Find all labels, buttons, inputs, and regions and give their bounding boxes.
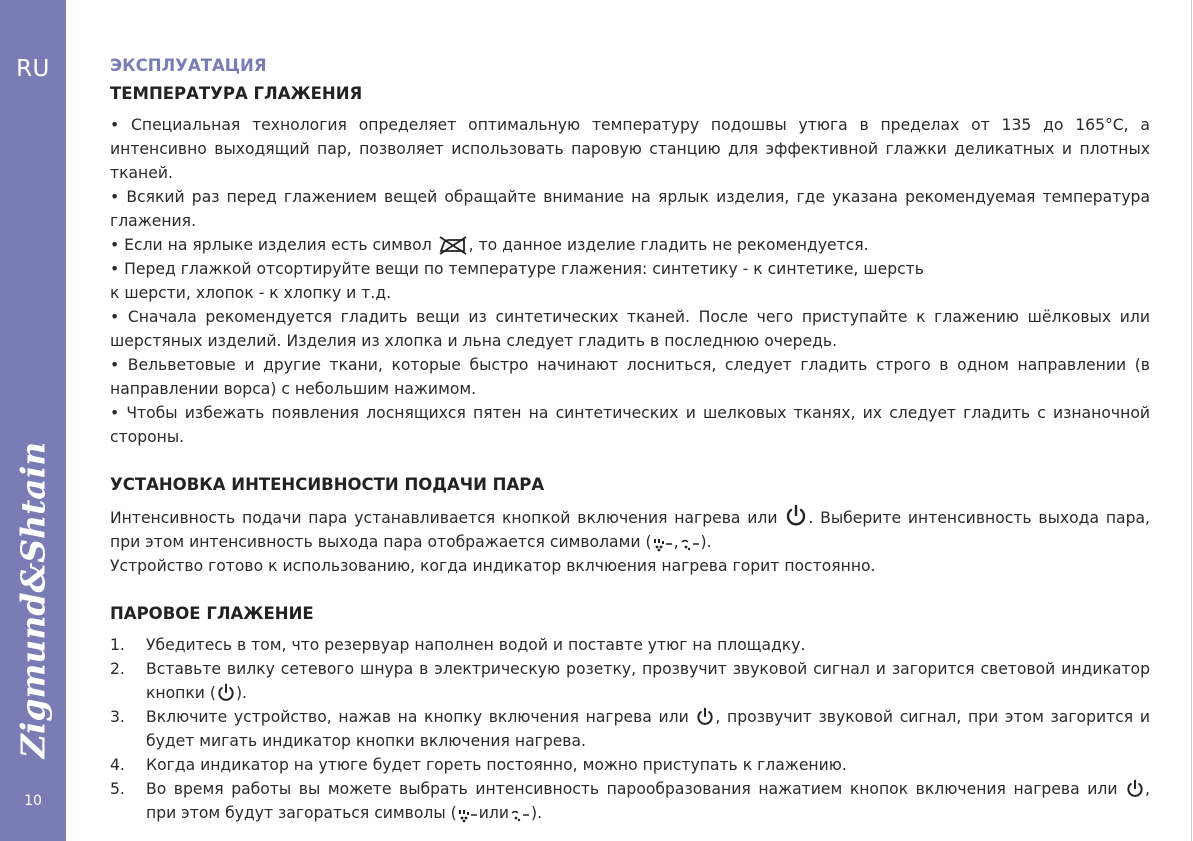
- steam-high-icon: [457, 807, 479, 823]
- page-content: [110, 52, 1150, 825]
- power-icon: [216, 683, 236, 703]
- list-item: [110, 753, 1150, 777]
- steam-low-icon: [509, 807, 531, 823]
- page-edge-line: [1191, 0, 1192, 841]
- steam-low-icon: [679, 536, 701, 552]
- text: ,: [673, 533, 679, 551]
- text: • Если на ярлыке изделия есть символ: [110, 236, 432, 254]
- paragraph: • Вельветовые и другие ткани, которые быстро начинают лосниться, следует гладить строго в одном направлении (в направлении ворса) с небольшим нажимом.: [110, 356, 1150, 398]
- power-icon: [1125, 779, 1145, 799]
- step-text: Убедитесь в том, что резервуар наполнен водой и поставте утюг на площадку.: [146, 636, 806, 654]
- no-ironing-icon: [437, 235, 469, 255]
- text: . Выберите интенсивность выхода пара, при этом интенсивность выхода пара отображается символами (: [110, 509, 1151, 551]
- text: Интенсивность подачи пара устанавливается кнопкой включения нагрева или: [110, 509, 778, 527]
- list-item: [110, 705, 1150, 753]
- brand-logo: Zigmund&Shtain: [13, 441, 53, 759]
- heading-steam-intensity: УСТАНОВКА ИНТЕНСИВНОСТИ ПОДАЧИ ПАРА: [110, 475, 545, 494]
- step-text: Включите устройство, нажав на кнопку включения нагрева или: [146, 708, 689, 726]
- step-number: 5.: [110, 780, 125, 798]
- heading-ironing-temperature: ТЕМПЕРАТУРА ГЛАЖЕНИЯ: [110, 84, 363, 103]
- paragraph: • Всякий раз перед глажением вещей обращайте внимание на ярлык изделия, где указана рекомендуемая температура глажения.: [110, 188, 1150, 230]
- paragraph: • Перед глажкой отсортируйте вещи по температуре глажения: синтетику - к синтетике, шерсть: [110, 260, 924, 278]
- section-label: ЭКСПЛУАТАЦИЯ: [110, 56, 267, 75]
- text: , то данное изделие гладить не рекомендуется.: [468, 236, 869, 254]
- steam-high-icon: [652, 536, 674, 552]
- paragraph: [110, 504, 1150, 554]
- steps-list: [110, 633, 1150, 825]
- list-item: [110, 777, 1150, 825]
- step-text: или: [478, 804, 509, 822]
- power-icon: [695, 707, 715, 727]
- paragraph: • Сначала рекомендуется гладить вещи из синтетических тканей. После чего приступайте к глажению шёлковых или шерстяных изделий. Изделия из хлопка и льна следует гладить в последнюю очередь.: [110, 308, 1150, 350]
- step-number: 2.: [110, 660, 125, 678]
- step-text: Когда индикатор на утюге будет гореть постоянно, можно приступать к глажению.: [146, 756, 847, 774]
- step-number: 3.: [110, 708, 125, 726]
- paragraph: к шерсти, хлопок - к хлопку и т.д.: [110, 284, 392, 302]
- step-number: 1.: [110, 636, 125, 654]
- step-text: Вставьте вилку сетевого шнура в электрическую розетку, прозвучит звуковой сигнал и загорится световой индикатор кнопки (: [146, 660, 1150, 702]
- sidebar: [0, 0, 66, 841]
- list-item: [110, 657, 1150, 705]
- step-text: Во время работы вы можете выбрать интенсивность парообразования нажатием кнопок включения нагрева или: [146, 780, 1118, 798]
- language-label: RU: [16, 56, 50, 82]
- page-number: 10: [24, 793, 42, 809]
- paragraph: • Чтобы избежать появления лоснящихся пятен на синтетических и шелковых тканях, их следует гладить с изнаночной стороны.: [110, 404, 1150, 446]
- text: ).: [700, 533, 712, 551]
- heading-steam-ironing: ПАРОВОЕ ГЛАЖЕНИЕ: [110, 604, 314, 623]
- step-text: ).: [530, 804, 543, 822]
- paragraph: • Специальная технология определяет оптимальную температуру подошвы утюга в пределах от 135 до 165°С, а интенсивно выходящий пар, позволяет использовать паровую станцию для эффективной глажки деликатных и плотных тканей.: [110, 116, 1150, 182]
- step-text: , при этом будут загораться символы (: [146, 780, 1150, 822]
- paragraph: Устройство готово к использованию, когда индикатор вклчюения нагрева горит постоянно.: [110, 557, 876, 575]
- paragraph: [110, 233, 1150, 257]
- step-number: 4.: [110, 756, 125, 774]
- step-text: ).: [235, 684, 247, 702]
- step-text: , прозвучит звуковой сигнал, при этом загорится и будет мигать индикатор кнопки включения нагрева.: [146, 708, 1150, 750]
- power-icon: [784, 504, 808, 528]
- list-item: [110, 633, 1150, 657]
